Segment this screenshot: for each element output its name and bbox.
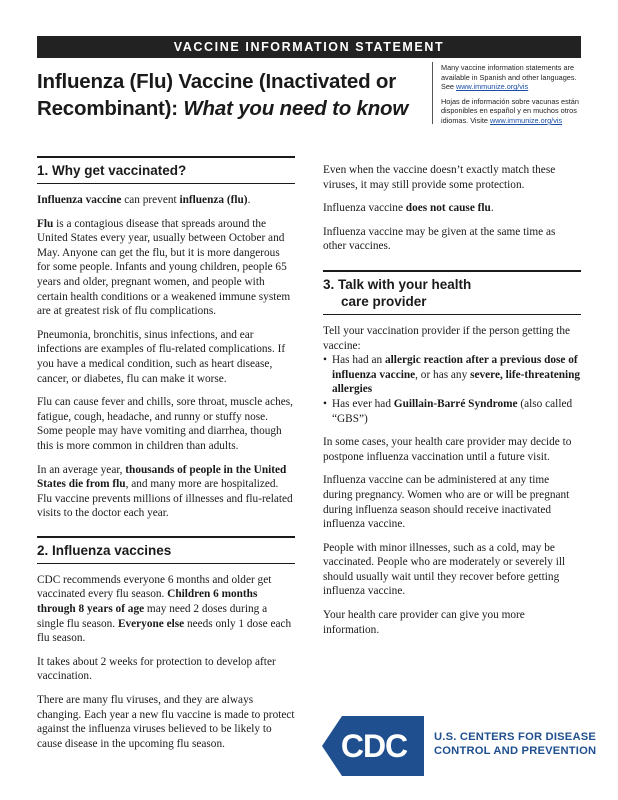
s1-p1-text-b: can prevent	[121, 194, 180, 206]
language-note	[441, 63, 581, 131]
s2-p1-bold-b: Children 6 months through 8 years of age	[37, 588, 258, 616]
right-column	[323, 163, 581, 646]
section-2-heading: 2. Influenza vaccines	[37, 536, 295, 564]
s2-paragraph-3: There are many flu viruses, and they are always changing. Each year a new flu vaccine is made to protect against the influenza viruses believed to be likely to cause disease in the upcoming flu season.	[37, 694, 295, 750]
document-title	[37, 68, 432, 122]
s3-paragraph-4: People with minor illnesses, such as a cold, may be vaccinated. People who are moderately or severely ill should usually wait until they recover before getting influenza vaccine.	[323, 541, 566, 598]
s2-p1-text-e: needs only 1 dose each flu season.	[37, 617, 292, 645]
s2-paragraph-2: It takes about 2 weeks for protection to develop after vaccination.	[37, 655, 276, 683]
vis-link-en[interactable]: www.immunize.org/vis	[456, 82, 529, 92]
s1-p5-text-c: , and many more are hospitalized. Flu vaccine prevents millions of illnesses and flu-related visits to the doctor each year.	[37, 478, 293, 520]
s1-p1-bold-a: Influenza vaccine	[37, 194, 122, 206]
s1-paragraph-1	[37, 193, 295, 208]
s1-paragraph-4: Flu can cause fever and chills, sore throat, muscle aches, fatigue, cough, headache, and runny or stuffy nose. Some people may have vomiting and diarrhea, though this is more common in children than adults.	[37, 396, 293, 452]
section-3-heading-line-2: care provider	[341, 293, 427, 309]
s2-p5-bold: does not cause flu	[405, 202, 491, 215]
language-note-es-text: Hojas de información sobre vacunas están disponibles en español y en muchos otros idiomas. Visite	[441, 96, 579, 125]
s3-b2-bold: Guillain-Barré Syndrome	[393, 397, 518, 410]
s2-p5-text-a: Influenza vaccine	[323, 202, 406, 215]
vis-link-es[interactable]: www.immunize.org/vis	[489, 115, 563, 125]
s1-p5-bold: thousands of people in the United States die from flu	[37, 463, 287, 491]
cdc-logo-text	[434, 730, 596, 758]
section-1-heading: 1. Why get vaccinated?	[37, 156, 295, 184]
s1-paragraph-5	[37, 463, 295, 521]
s2-paragraph-5	[323, 201, 581, 216]
s3-b2-text-c: (also called “GBS”)	[332, 397, 573, 425]
s3-b1-bold-d: severe, life-threatening allergies	[332, 368, 581, 396]
document-banner: VACCINE INFORMATION STATEMENT	[37, 36, 581, 58]
cdc-logo-line-2: CONTROL AND PREVENTION	[434, 745, 597, 757]
language-note-en-text: Many vaccine information statements are available in Spanish and other languages. See	[441, 63, 577, 92]
s2-p1-bold-d: Everyone else	[117, 617, 185, 630]
section-3-heading	[323, 270, 581, 315]
s3-b1-text-c: , or has any	[415, 368, 471, 381]
language-note-es	[441, 97, 581, 126]
s2-paragraph-1	[37, 573, 295, 646]
s2-paragraph-4: Even when the vaccine doesn’t exactly match these viruses, it may still provide some protection.	[323, 164, 556, 191]
header-divider	[432, 62, 433, 124]
s1-p2-text: is a contagious disease that spreads around the United States every year, usually between October and May. Anyone can get the flu, but it is more dangerous for some people. Infants and young children, people 65 years and older, pregnant women, and people with certain health conditions or a weakened immune system are at greatest risk of flu complications.	[37, 217, 291, 318]
language-note-en	[441, 63, 581, 92]
s1-p2-bold: Flu	[37, 217, 54, 230]
s2-p5-text-c: .	[490, 202, 494, 215]
title-italic: What you need to know	[183, 97, 409, 120]
s3-b1-bold-b: allergic reaction after a previous dose of influenza vaccine	[332, 354, 578, 381]
s1-p5-text-a: In an average year,	[37, 463, 126, 476]
s3-b1-text-a: Has had an	[332, 354, 386, 367]
s3-intro: Tell your vaccination provider if the person getting the vaccine:	[323, 324, 571, 352]
cdc-logo-abbr: CDC	[340, 728, 408, 764]
s1-paragraph-3: Pneumonia, bronchitis, sinus infections, and ear infections are examples of flu-related complications. If you have a medical condition, such as heart disease, cancer, or diabetes, flu can make it worse.	[37, 328, 286, 385]
s3-b2-text-a: Has ever had	[332, 397, 394, 410]
s3-paragraph-2: In some cases, your health care provider may decide to postpone influenza vaccination until a future visit.	[323, 436, 572, 463]
s1-p1-text-d: .	[247, 194, 251, 206]
s3-paragraph-5: Your health care provider can give you more information.	[323, 609, 525, 636]
section-3-heading-line-1: 3. Talk with your health	[323, 276, 472, 292]
left-column	[37, 156, 295, 760]
s2-paragraph-6: Influenza vaccine may be given at the same time as other vaccines.	[323, 225, 556, 253]
title-main: Influenza (Flu) Vaccine (Inactivated or Recombinant):	[37, 70, 396, 120]
s3-bullet-2	[323, 397, 581, 426]
s2-p1-text-a: CDC recommends everyone 6 months and older get vaccinated every flu season.	[37, 573, 272, 601]
s3-paragraph-3: Influenza vaccine can be administered at any time during pregnancy. Women who are or will be pregnant during influenza season should receive inactivated influenza vaccine.	[323, 474, 570, 531]
s1-paragraph-2	[37, 217, 295, 319]
cdc-logo-line-1: U.S. CENTERS FOR DISEASE	[434, 731, 597, 743]
s2-p1-text-c: may need 2 doses during a single flu season.	[37, 603, 268, 630]
s3-bullet-list	[323, 353, 581, 426]
s1-p1-bold-c: influenza (flu)	[179, 194, 248, 206]
s3-bullet-1	[323, 353, 581, 397]
